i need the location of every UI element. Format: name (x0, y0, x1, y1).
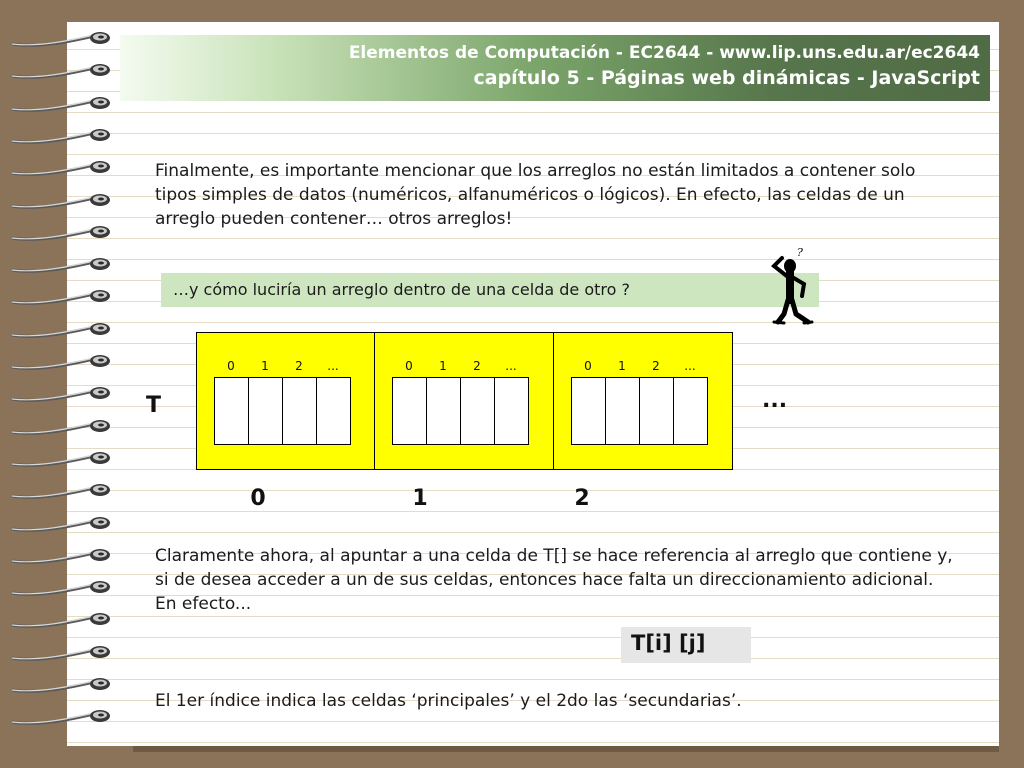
spiral-ring-icon (8, 577, 110, 599)
inner-cell (571, 377, 606, 445)
spiral-ring-icon (8, 642, 110, 664)
spiral-ring-icon (8, 383, 110, 405)
thinking-person-icon (764, 244, 820, 328)
question-callout (161, 273, 819, 307)
inner-index-label: 2 (652, 359, 660, 373)
spiral-ring-icon (8, 254, 110, 276)
inner-index-label: 2 (473, 359, 481, 373)
spiral-ring-icon (8, 286, 110, 308)
spiral-ring-icon (8, 28, 110, 50)
outer-array-ellipsis: ... (762, 388, 788, 413)
spiral-ring-icon (8, 513, 110, 535)
inner-cell (392, 377, 427, 445)
slide-header (120, 35, 990, 101)
spiral-ring-icon (8, 609, 110, 631)
inner-index-label: 0 (584, 359, 592, 373)
spiral-ring-icon (8, 480, 110, 502)
inner-cell (673, 377, 708, 445)
inner-index-label: ... (505, 359, 517, 373)
outer-cell (196, 332, 375, 470)
inner-cell (316, 377, 351, 445)
spiral-ring-icon (8, 157, 110, 179)
outer-cell (554, 332, 733, 470)
spiral-ring-icon (8, 351, 110, 373)
inner-cell (214, 377, 249, 445)
page-shadow (133, 746, 999, 752)
spiral-ring-icon (8, 674, 110, 696)
inner-index-label: 1 (439, 359, 447, 373)
inner-cell (426, 377, 461, 445)
spiral-ring-icon (8, 190, 110, 212)
spiral-ring-icon (8, 545, 110, 567)
inner-cell (460, 377, 495, 445)
spiral-ring-icon (8, 706, 110, 728)
spiral-ring-icon (8, 448, 110, 470)
spiral-ring-icon (8, 319, 110, 341)
inner-index-label: 1 (618, 359, 626, 373)
outer-cell (375, 332, 554, 470)
course-title: Elementos de Computación - EC2644 - www.lip.uns.edu.ar/ec2644 (348, 43, 980, 63)
question-text: …y cómo luciría un arreglo dentro de una celda de otro ? (173, 280, 631, 299)
inner-cell (494, 377, 529, 445)
array-name-label: T (146, 393, 162, 418)
chapter-title: capítulo 5 - Páginas web dinámicas - JavaScript (473, 67, 980, 89)
svg-text:?: ? (797, 246, 803, 259)
spiral-ring-icon (8, 60, 110, 82)
spiral-ring-icon (8, 93, 110, 115)
explanation-paragraph: Claramente ahora, al apuntar a una celda de T[] se hace referencia al arreglo que contiene y, si de desea acceder a un de sus celdas, entonces hace falta un direccionamiento adicional. En efecto... (155, 546, 953, 614)
inner-index-label: ... (684, 359, 696, 373)
inner-cell (248, 377, 283, 445)
inner-cell (282, 377, 317, 445)
inner-index-label: 1 (261, 359, 269, 373)
inner-index-label: ... (327, 359, 339, 373)
spiral-ring-icon (8, 125, 110, 147)
spiral-ring-icon (8, 416, 110, 438)
intro-paragraph: Finalmente, es importante mencionar que los arreglos no están limitados a contener solo tipos simples de datos (numéricos, alfanuméricos o lógicos). En efecto, las celdas de un arreglo pueden contener… otros arreglos! (155, 161, 916, 229)
inner-index-label: 0 (227, 359, 235, 373)
formula-text: T[i] [j] (631, 631, 706, 655)
inner-index-label: 0 (405, 359, 413, 373)
spiral-ring-icon (8, 222, 110, 244)
inner-index-label: 2 (295, 359, 303, 373)
inner-cell (605, 377, 640, 445)
outer-index-label: 2 (574, 486, 590, 511)
outer-index-label: 1 (412, 486, 428, 511)
inner-cell (639, 377, 674, 445)
conclusion-paragraph: El 1er índice indica las celdas ‘principales’ y el 2do las ‘secundarias’. (155, 691, 742, 711)
formula-callout (621, 627, 751, 663)
outer-index-label: 0 (250, 486, 266, 511)
